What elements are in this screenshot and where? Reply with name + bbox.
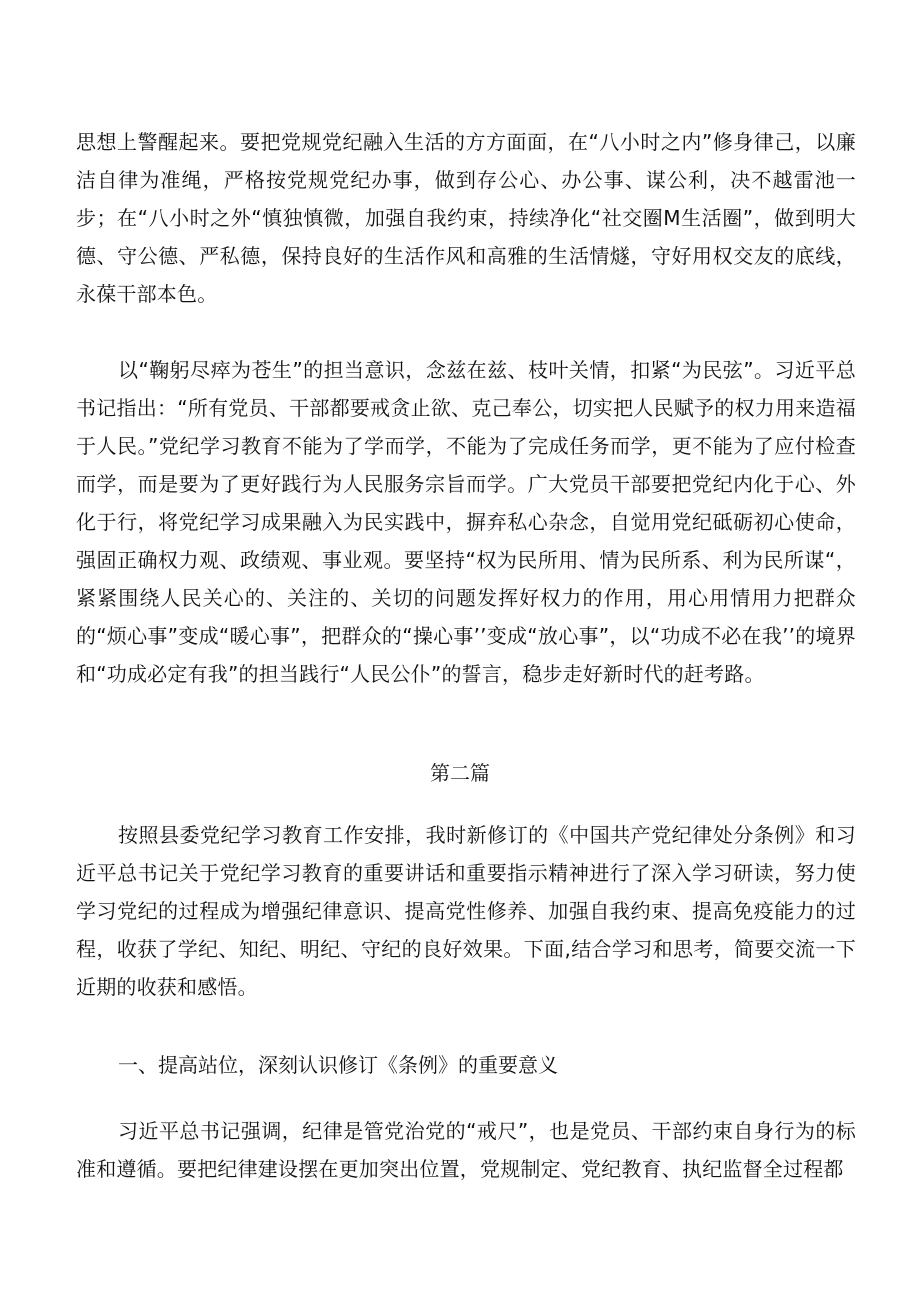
paragraph-3: 按照县委党纪学习教育工作安排，我时新修订的《中国共产党纪律处分条例》和习近平总书记关于党纪学习教育的重要讲话和重要指示精神进行了深入学习研读，努力使学习党纪的过程成为增强纪律意识、提高党性修养、加强自我约束、提高免疫能力的过程，收获了学纪、知纪、明纪、守纪的良好效果。下面,结合学习和思考，简要交流一下近期的收获和感悟。 [76,823,856,999]
paragraph-4: 习近平总书记强调，纪律是管党治党的“戒尺”，也是党员、干部约束自身行为的标准和遵循。要把纪律建设摆在更加突出位置，党规制定、党纪教育、执纪监督全过程都 [76,1119,856,1181]
subheading: 一、提高站位，深刻认识修订《条例》的重要意义 [118,1053,558,1077]
paragraph-1: 思想上警醒起来。要把党规党纪融入生活的方方面面，在“八小时之内”修身律己，以廉洁自律为准绳，严格按党规党纪办事，做到存公心、办公事、谋公利，决不越雷池一步；在“八小时之外“慎独慎微，加强自我约束，持续净化“社交圈M生活圈”，做到明大德、守公德、严私德，保持良好的生活作风和高雅的生活情燧，守好用权交友的底线，永葆干部本色。 [76,130,856,306]
paragraph-2: 以“鞠躬尽瘁为苍生”的担当意识，念兹在兹、枝叶关情，扣紧“为民弦”。习近平总书记指出：“所有党员、干部都要戒贪止欲、克己奉公，切实把人民赋予的权力用来造福于人民。”党纪学习教育不能为了学而学，不能为了完成任务而学，更不能为了应付检查而学，而是要为了更好践行为人民服务宗旨而学。广大党员干部要把党纪内化于心、外化于行，将党纪学习成果融入为民实践中，摒弃私心杂念，自觉用党纪砥砺初心使命，强固正确权力观、政绩观、事业观。要坚持“权为民所用、情为民所系、利为民所谋“，紧紧围绕人民关心的、关注的、关切的问题发挥好权力的作用，用心用情用力把群众的“烦心事”变成“暖心事”，把群众的“操心事’’变成“放心事”，以“功成不必在我’’的境界和“功成必定有我”的担当践行“人民公仆”的誓言，稳步走好新时代的赶考路。 [76,358,856,686]
section-title: 第二篇 [430,761,490,785]
